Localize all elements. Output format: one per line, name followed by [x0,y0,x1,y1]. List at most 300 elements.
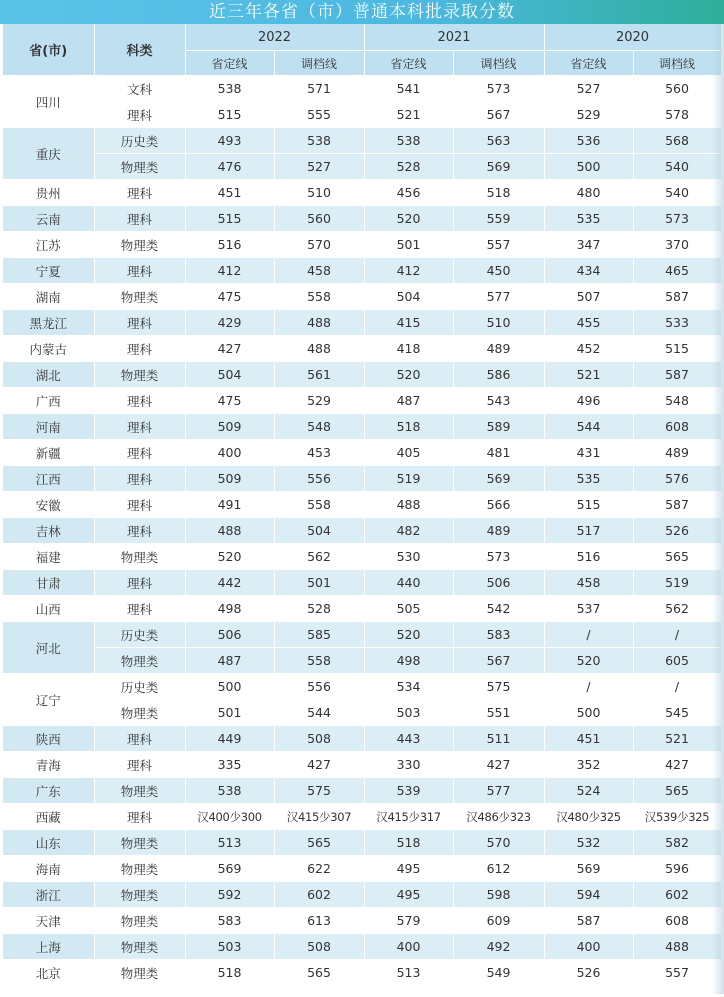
score-2021-archive-cell: 汉486少323 [453,804,544,830]
table-row [3,232,721,258]
subject-cell: 物理类 [94,544,185,570]
score-2021-archive-cell: 569 [453,154,544,180]
score-2020-archive-cell: 545 [633,700,721,726]
table-row [3,466,721,492]
table-body [3,76,721,986]
score-2021-archive-cell: 577 [453,284,544,310]
score-2021-provincial-cell: 534 [364,674,453,700]
score-2021-provincial-cell: 505 [364,596,453,622]
score-2021-provincial-cell: 528 [364,154,453,180]
table-row [3,102,721,128]
score-2021-provincial-cell: 443 [364,726,453,752]
score-2021-provincial-cell: 487 [364,388,453,414]
province-cell: 吉林 [3,518,94,544]
score-2021-archive-cell: 489 [453,518,544,544]
score-2020-archive-cell: 565 [633,778,721,804]
score-2021-provincial-cell: 495 [364,856,453,882]
score-2020-archive-cell: 519 [633,570,721,596]
table-row [3,908,721,934]
header-provincial-line: 省定线 [544,51,633,76]
province-cell: 上海 [3,934,94,960]
score-2022-archive-cell: 453 [274,440,364,466]
province-cell: 浙江 [3,882,94,908]
score-2020-provincial-cell: / [544,674,633,700]
province-cell: 陕西 [3,726,94,752]
score-2022-archive-cell: 558 [274,284,364,310]
province-cell: 内蒙古 [3,336,94,362]
score-2022-archive-cell: 560 [274,206,364,232]
score-2021-provincial-cell: 541 [364,76,453,102]
score-2021-archive-cell: 563 [453,128,544,154]
score-2022-provincial-cell: 538 [185,778,274,804]
table-row [3,648,721,674]
score-2020-archive-cell: 489 [633,440,721,466]
score-2022-provincial-cell: 412 [185,258,274,284]
score-2021-provincial-cell: 488 [364,492,453,518]
score-2022-archive-cell: 528 [274,596,364,622]
score-2021-archive-cell: 559 [453,206,544,232]
score-2021-archive-cell: 551 [453,700,544,726]
table-row [3,700,721,726]
subject-cell: 理科 [94,336,185,362]
score-2020-provincial-cell: 537 [544,596,633,622]
score-2020-provincial-cell: 458 [544,570,633,596]
subject-cell: 物理类 [94,362,185,388]
subject-cell: 历史类 [94,674,185,700]
score-2022-provincial-cell: 538 [185,76,274,102]
subject-cell: 物理类 [94,648,185,674]
score-2022-provincial-cell: 487 [185,648,274,674]
score-2022-archive-cell: 汉415少307 [274,804,364,830]
subject-cell: 物理类 [94,232,185,258]
score-2021-provincial-cell: 579 [364,908,453,934]
province-cell: 福建 [3,544,94,570]
score-2022-provincial-cell: 518 [185,960,274,986]
score-2022-archive-cell: 565 [274,830,364,856]
score-2020-provincial-cell: / [544,622,633,648]
subject-cell: 理科 [94,414,185,440]
score-2020-provincial-cell: 521 [544,362,633,388]
score-2022-provincial-cell: 442 [185,570,274,596]
score-2021-provincial-cell: 405 [364,440,453,466]
score-2021-provincial-cell: 513 [364,960,453,986]
score-2020-provincial-cell: 496 [544,388,633,414]
score-2020-provincial-cell: 532 [544,830,633,856]
score-2021-provincial-cell: 501 [364,232,453,258]
table-row [3,778,721,804]
table-row [3,544,721,570]
header-year-2020: 2020 [544,24,721,51]
subject-cell: 理科 [94,570,185,596]
score-2022-archive-cell: 527 [274,154,364,180]
score-2022-archive-cell: 555 [274,102,364,128]
score-2020-provincial-cell: 汉480少325 [544,804,633,830]
score-2022-archive-cell: 561 [274,362,364,388]
score-2020-provincial-cell: 452 [544,336,633,362]
province-cell: 安徽 [3,492,94,518]
score-2022-provincial-cell: 592 [185,882,274,908]
score-2020-provincial-cell: 544 [544,414,633,440]
score-2022-provincial-cell: 488 [185,518,274,544]
score-2020-archive-cell: 562 [633,596,721,622]
score-2022-provincial-cell: 493 [185,128,274,154]
score-2020-archive-cell: 587 [633,362,721,388]
province-cell: 河南 [3,414,94,440]
score-2021-archive-cell: 510 [453,310,544,336]
score-2022-archive-cell: 504 [274,518,364,544]
subject-cell: 理科 [94,804,185,830]
score-2020-archive-cell: 521 [633,726,721,752]
score-2020-provincial-cell: 480 [544,180,633,206]
score-2021-provincial-cell: 519 [364,466,453,492]
score-2020-provincial-cell: 507 [544,284,633,310]
table-row [3,856,721,882]
score-2021-archive-cell: 589 [453,414,544,440]
score-2022-archive-cell: 544 [274,700,364,726]
score-2022-archive-cell: 602 [274,882,364,908]
score-2022-provincial-cell: 476 [185,154,274,180]
score-2021-archive-cell: 612 [453,856,544,882]
admission-score-table [3,24,722,986]
province-cell: 黑龙江 [3,310,94,336]
score-2022-provincial-cell: 500 [185,674,274,700]
score-2020-archive-cell: 596 [633,856,721,882]
subject-cell: 历史类 [94,128,185,154]
score-2022-archive-cell: 548 [274,414,364,440]
table-row [3,674,721,700]
table-row [3,960,721,986]
score-2022-provincial-cell: 583 [185,908,274,934]
subject-cell: 物理类 [94,882,185,908]
score-2022-archive-cell: 508 [274,934,364,960]
table-row [3,882,721,908]
table-row [3,284,721,310]
score-2020-archive-cell: 582 [633,830,721,856]
subject-cell: 理科 [94,518,185,544]
score-2021-archive-cell: 549 [453,960,544,986]
header-provincial-line: 省定线 [185,51,274,76]
score-2022-archive-cell: 508 [274,726,364,752]
score-2021-provincial-cell: 495 [364,882,453,908]
score-2020-archive-cell: / [633,622,721,648]
score-2020-provincial-cell: 515 [544,492,633,518]
score-2021-archive-cell: 511 [453,726,544,752]
province-cell: 辽宁 [3,674,94,726]
score-2021-provincial-cell: 440 [364,570,453,596]
score-2022-provincial-cell: 501 [185,700,274,726]
table-row [3,180,721,206]
score-2022-provincial-cell: 491 [185,492,274,518]
province-cell: 云南 [3,206,94,232]
score-2021-provincial-cell: 412 [364,258,453,284]
province-cell: 新疆 [3,440,94,466]
score-2021-provincial-cell: 400 [364,934,453,960]
score-2021-archive-cell: 573 [453,76,544,102]
score-2022-provincial-cell: 498 [185,596,274,622]
score-2022-provincial-cell: 427 [185,336,274,362]
subject-cell: 理科 [94,102,185,128]
province-cell: 山东 [3,830,94,856]
score-2021-archive-cell: 557 [453,232,544,258]
score-2022-provincial-cell: 509 [185,414,274,440]
score-2021-archive-cell: 583 [453,622,544,648]
score-2021-archive-cell: 506 [453,570,544,596]
score-2021-archive-cell: 492 [453,934,544,960]
subject-cell: 理科 [94,258,185,284]
score-2020-archive-cell: 605 [633,648,721,674]
score-2020-archive-cell: 548 [633,388,721,414]
score-2022-archive-cell: 488 [274,310,364,336]
score-2020-provincial-cell: 536 [544,128,633,154]
score-2021-provincial-cell: 503 [364,700,453,726]
score-2022-archive-cell: 556 [274,466,364,492]
score-2020-archive-cell: 560 [633,76,721,102]
table-row [3,206,721,232]
score-2022-archive-cell: 510 [274,180,364,206]
province-cell: 山西 [3,596,94,622]
score-2022-archive-cell: 458 [274,258,364,284]
score-2020-provincial-cell: 347 [544,232,633,258]
score-2021-provincial-cell: 521 [364,102,453,128]
score-2022-provincial-cell: 504 [185,362,274,388]
table-row [3,752,721,778]
score-2021-archive-cell: 577 [453,778,544,804]
subject-cell: 理科 [94,726,185,752]
subject-cell: 理科 [94,206,185,232]
score-2020-provincial-cell: 569 [544,856,633,882]
score-2021-archive-cell: 542 [453,596,544,622]
score-2022-provincial-cell: 516 [185,232,274,258]
score-2022-archive-cell: 613 [274,908,364,934]
subject-cell: 物理类 [94,856,185,882]
score-2022-provincial-cell: 515 [185,102,274,128]
score-2021-provincial-cell: 498 [364,648,453,674]
subject-cell: 物理类 [94,154,185,180]
score-2022-provincial-cell: 449 [185,726,274,752]
score-2020-archive-cell: 578 [633,102,721,128]
score-2021-provincial-cell: 418 [364,336,453,362]
table-row [3,830,721,856]
score-2020-provincial-cell: 400 [544,934,633,960]
table-row [3,362,721,388]
score-2022-archive-cell: 622 [274,856,364,882]
header-subject: 科类 [94,24,185,76]
table-row [3,388,721,414]
score-2020-provincial-cell: 455 [544,310,633,336]
score-2020-archive-cell: 587 [633,284,721,310]
score-2022-provincial-cell: 520 [185,544,274,570]
score-2020-archive-cell: 540 [633,154,721,180]
score-2020-archive-cell: 557 [633,960,721,986]
table-row [3,570,721,596]
score-2021-provincial-cell: 520 [364,206,453,232]
score-2022-provincial-cell: 506 [185,622,274,648]
subject-cell: 理科 [94,180,185,206]
score-2020-provincial-cell: 451 [544,726,633,752]
score-2022-provincial-cell: 513 [185,830,274,856]
table-row [3,492,721,518]
score-2021-archive-cell: 427 [453,752,544,778]
score-2022-archive-cell: 562 [274,544,364,570]
score-2021-provincial-cell: 518 [364,830,453,856]
subject-cell: 理科 [94,310,185,336]
table-title: 近三年各省（市）普通本科批录取分数 [0,0,724,24]
score-2021-provincial-cell: 539 [364,778,453,804]
table-row [3,726,721,752]
subject-cell: 理科 [94,440,185,466]
score-2021-archive-cell: 566 [453,492,544,518]
score-2021-archive-cell: 575 [453,674,544,700]
table-row [3,804,721,830]
header-archive-line: 调档线 [453,51,544,76]
score-2020-archive-cell: 370 [633,232,721,258]
score-2022-provincial-cell: 569 [185,856,274,882]
score-2021-provincial-cell: 520 [364,362,453,388]
score-2021-archive-cell: 518 [453,180,544,206]
province-cell: 江西 [3,466,94,492]
score-2022-provincial-cell: 335 [185,752,274,778]
score-2021-provincial-cell: 520 [364,622,453,648]
province-cell: 湖北 [3,362,94,388]
score-2022-provincial-cell: 400 [185,440,274,466]
table-row [3,128,721,154]
score-2020-provincial-cell: 431 [544,440,633,466]
table-row [3,336,721,362]
table-row [3,310,721,336]
province-cell: 重庆 [3,128,94,180]
score-2021-provincial-cell: 504 [364,284,453,310]
score-2022-archive-cell: 558 [274,648,364,674]
header-archive-line: 调档线 [274,51,364,76]
score-2022-provincial-cell: 429 [185,310,274,336]
score-2022-archive-cell: 488 [274,336,364,362]
table-row [3,154,721,180]
score-2020-archive-cell: 533 [633,310,721,336]
score-2021-provincial-cell: 456 [364,180,453,206]
score-2021-archive-cell: 569 [453,466,544,492]
score-2020-provincial-cell: 529 [544,102,633,128]
score-2020-archive-cell: 565 [633,544,721,570]
score-2022-archive-cell: 538 [274,128,364,154]
score-2020-archive-cell: 608 [633,908,721,934]
table-row [3,934,721,960]
score-2022-provincial-cell: 503 [185,934,274,960]
score-2021-archive-cell: 609 [453,908,544,934]
score-2022-provincial-cell: 515 [185,206,274,232]
score-2020-provincial-cell: 526 [544,960,633,986]
score-2020-archive-cell: 汉539少325 [633,804,721,830]
score-2022-archive-cell: 529 [274,388,364,414]
score-2020-provincial-cell: 434 [544,258,633,284]
score-2020-archive-cell: 568 [633,128,721,154]
header-year-2022: 2022 [185,24,364,51]
score-2020-archive-cell: 608 [633,414,721,440]
score-2020-provincial-cell: 520 [544,648,633,674]
score-2020-provincial-cell: 535 [544,466,633,492]
header-provincial-line: 省定线 [364,51,453,76]
province-cell: 贵州 [3,180,94,206]
province-cell: 广西 [3,388,94,414]
province-cell: 四川 [3,76,94,128]
province-cell: 广东 [3,778,94,804]
score-2020-provincial-cell: 527 [544,76,633,102]
province-cell: 青海 [3,752,94,778]
subject-cell: 物理类 [94,960,185,986]
subject-cell: 物理类 [94,934,185,960]
score-2020-archive-cell: 427 [633,752,721,778]
score-2020-archive-cell: 465 [633,258,721,284]
province-cell: 湖南 [3,284,94,310]
score-2020-archive-cell: 540 [633,180,721,206]
subject-cell: 理科 [94,752,185,778]
province-cell: 甘肃 [3,570,94,596]
subject-cell: 历史类 [94,622,185,648]
score-2020-provincial-cell: 535 [544,206,633,232]
score-2020-archive-cell: 587 [633,492,721,518]
province-cell: 江苏 [3,232,94,258]
score-2020-archive-cell: 602 [633,882,721,908]
score-2021-archive-cell: 567 [453,648,544,674]
province-cell: 海南 [3,856,94,882]
score-2020-archive-cell: 573 [633,206,721,232]
subject-cell: 物理类 [94,908,185,934]
subject-cell: 文科 [94,76,185,102]
score-2021-archive-cell: 489 [453,336,544,362]
header-archive-line: 调档线 [633,51,721,76]
province-cell: 天津 [3,908,94,934]
score-2020-provincial-cell: 524 [544,778,633,804]
score-2021-provincial-cell: 415 [364,310,453,336]
score-2020-provincial-cell: 517 [544,518,633,544]
score-2022-archive-cell: 575 [274,778,364,804]
score-2022-archive-cell: 585 [274,622,364,648]
table-row [3,622,721,648]
subject-cell: 理科 [94,466,185,492]
score-2021-archive-cell: 570 [453,830,544,856]
score-2022-provincial-cell: 汉400少300 [185,804,274,830]
score-2020-archive-cell: 576 [633,466,721,492]
header-province: 省(市) [3,24,94,76]
score-2020-provincial-cell: 587 [544,908,633,934]
score-2020-archive-cell: 515 [633,336,721,362]
score-2021-provincial-cell: 482 [364,518,453,544]
score-2022-archive-cell: 571 [274,76,364,102]
score-2020-provincial-cell: 500 [544,154,633,180]
province-cell: 河北 [3,622,94,674]
header-year-2021: 2021 [364,24,544,51]
province-cell: 西藏 [3,804,94,830]
score-2022-provincial-cell: 475 [185,388,274,414]
score-2020-archive-cell: 488 [633,934,721,960]
score-2022-archive-cell: 556 [274,674,364,700]
score-2021-provincial-cell: 530 [364,544,453,570]
table-row [3,258,721,284]
province-cell: 北京 [3,960,94,986]
table-row [3,76,721,102]
score-2021-archive-cell: 573 [453,544,544,570]
subject-cell: 物理类 [94,284,185,310]
table-row [3,440,721,466]
table-row [3,414,721,440]
score-2021-archive-cell: 481 [453,440,544,466]
score-2022-archive-cell: 427 [274,752,364,778]
score-2022-provincial-cell: 509 [185,466,274,492]
score-2020-archive-cell: 526 [633,518,721,544]
subject-cell: 理科 [94,492,185,518]
score-2021-archive-cell: 586 [453,362,544,388]
subject-cell: 物理类 [94,830,185,856]
score-2022-archive-cell: 565 [274,960,364,986]
